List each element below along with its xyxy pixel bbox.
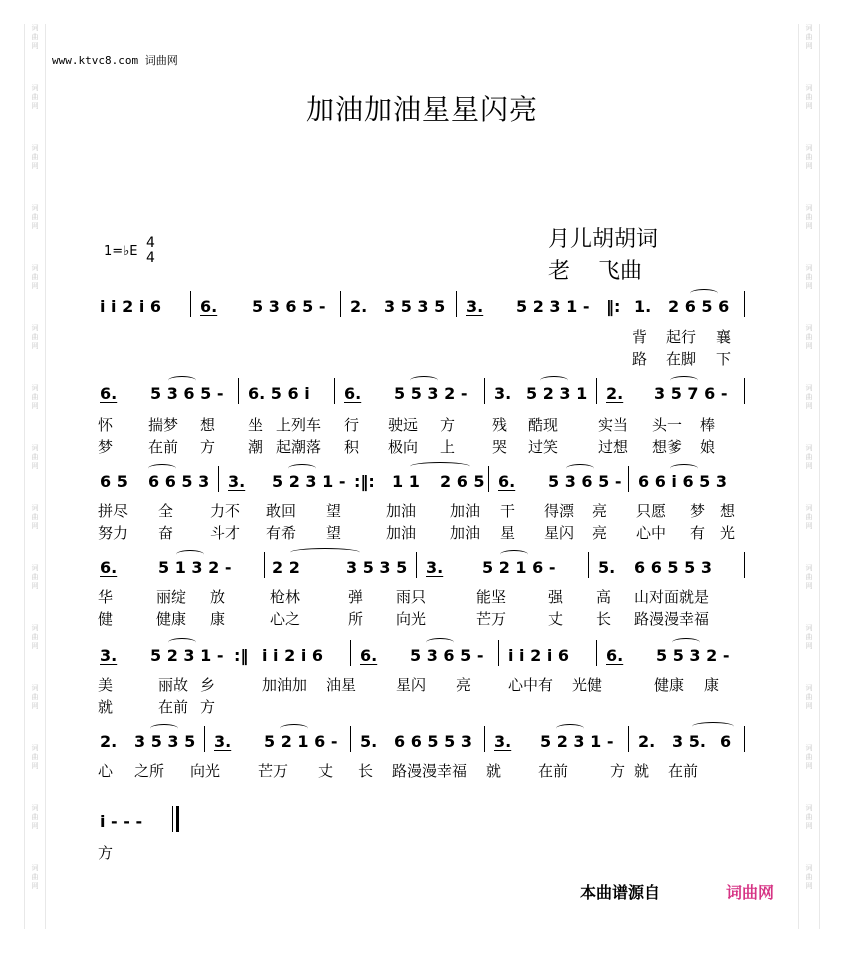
lyric-word: 油星 [326,676,357,694]
note-group: 3 5 3 5 [384,297,446,316]
watermark-text: 词 曲 网 [805,444,813,470]
final-barline [176,806,179,832]
lyric-word: 丽绽 [156,588,187,606]
note-group: 6 6 5 5 3 [634,558,712,577]
lyric-word: 向光 [190,762,221,780]
lyric-line [0,586,844,604]
note-group: 5 2 1 6 - [482,558,556,577]
note-group: 6. 5 6 i [248,384,310,403]
lyric-word: 心中有 [508,676,554,694]
note-group: 5 3 6 5 - [548,472,622,491]
note-group: 1 1 [392,472,420,491]
lyric-word: 加油加 [262,676,308,694]
barline [484,726,485,752]
note-group: 6 5 [100,472,128,491]
lyric-line [0,696,844,714]
lyric-word: 加油 [450,502,481,520]
lyric-word: 乡 [200,676,216,694]
lyric-word: 起潮落 [276,438,322,456]
tie-arc [150,724,178,733]
lyric-word: 方 [98,844,114,862]
lyric-word: 想 [200,416,216,434]
lyric-word: 背 [632,328,648,346]
lyric-word: 棒 [700,416,716,434]
lyric-word: 美 [98,676,114,694]
lyric-word: 康 [210,610,226,628]
lyric-word: 拼尽 [98,502,129,520]
watermark-text: 词 曲 网 [805,84,813,110]
lyric-word: 芒万 [476,610,507,628]
watermark-text: 词 曲 网 [805,384,813,410]
barline [172,806,173,832]
repeat-end: :‖ [234,646,249,665]
lyric-word: 高 [596,588,612,606]
note-group: 5 5 3 2 - [394,384,468,403]
lyric-word: 哭 [492,438,508,456]
barline [204,726,205,752]
repeat-sign: :‖: [354,472,375,491]
watermark-text: 词 曲 网 [805,24,813,50]
note-group: 3 5. [672,732,706,751]
lyric-word: 所 [348,610,364,628]
watermark-text: 词 曲 网 [31,264,39,290]
lyricist-credit: 月儿胡胡词 [548,227,659,252]
lyric-word: 路漫漫幸福 [392,762,468,780]
watermark-text: 词 曲 网 [31,504,39,530]
lyric-line [0,760,844,778]
composer-credit: 老 飞曲 [548,259,642,284]
lyric-word: 亮 [592,524,608,542]
watermark-text: 词 曲 网 [805,564,813,590]
lyric-word: 芒万 [258,762,289,780]
lyric-word: 上 [440,438,456,456]
song-title: 加油加油星星闪亮 [305,93,538,126]
lyric-word: 强 [548,588,564,606]
watermark-text: 词 曲 网 [31,864,39,890]
watermark-text: 词 曲 网 [31,444,39,470]
source-label: 本曲谱源自 [580,883,661,902]
lyric-word: 就 [634,762,650,780]
watermark-text: 词 曲 网 [31,204,39,230]
barline [498,640,499,666]
note-group: 2. [350,297,368,316]
lyric-word: 就 [98,698,114,716]
barline [628,466,629,492]
time-bottom: 4 [146,250,155,266]
lyric-word: 过笑 [528,438,559,456]
lyric-word: 有希 [266,524,297,542]
lyric-word: 斗才 [210,524,241,542]
lyric-word: 娘 [700,438,716,456]
barline [350,640,351,666]
tie-arc [566,464,594,473]
note-group: 6 6 i 6 5 3 [638,472,727,491]
watermark-text: 词 曲 网 [805,144,813,170]
lyric-word: 方 [610,762,626,780]
watermark-text: 词 曲 网 [31,24,39,50]
note-group: 5 2 3 1 - [516,297,590,316]
note-group: 2. [638,732,656,751]
lyric-word: 驶远 [388,416,419,434]
lyric-word: 在前 [538,762,569,780]
note-group: 2. [100,732,118,751]
time-top: 4 [146,235,155,251]
lyric-word: 弹 [348,588,364,606]
note-group: i i 2 i 6 [100,297,161,316]
note-group: 5 2 3 1 - [540,732,614,751]
note-group: 1. [634,297,652,316]
barline [456,291,457,317]
lyric-line [0,348,844,366]
lyric-word: 华 [98,588,114,606]
note-group: 2 6 5 6 [668,297,730,316]
tie-arc [168,376,196,385]
lyric-line [0,522,844,540]
lyric-word: 丈 [548,610,564,628]
barline [596,640,597,666]
lyric-word: 在脚 [666,350,697,368]
lyric-word: 揣梦 [148,416,179,434]
note-group: 5 3 6 5 - [410,646,484,665]
lyric-word: 行 [344,416,360,434]
site-url[interactable]: www.ktvc8.com 词曲网 [52,54,178,67]
barline [350,726,351,752]
lyric-word: 望 [326,524,342,542]
notation-row-7 [0,812,844,842]
tie-arc [288,464,316,473]
barline [190,291,191,317]
watermark-text: 词 曲 网 [805,204,813,230]
lyric-word: 潮 [248,438,264,456]
barline [484,378,485,404]
barline [596,378,597,404]
barline [588,552,589,578]
lyric-word: 想 [720,502,736,520]
note-group: 6. [100,384,118,403]
watermark-text: 词 曲 网 [805,864,813,890]
tie-arc [540,376,568,385]
note-group: 5. [598,558,616,577]
note-group: 5 2 3 1 [526,384,588,403]
note-group: 6. [606,646,624,665]
lyric-line [0,414,844,432]
note-group: 3. [494,384,512,403]
barline [744,726,745,752]
lyric-word: 加油 [450,524,481,542]
lyric-word: 梦 [98,438,114,456]
tie-arc [692,722,734,731]
barline [340,291,341,317]
lyric-word: 光健 [572,676,603,694]
notation-row-6 [0,732,844,762]
note-group: 2 2 [272,558,300,577]
watermark-text: 词 曲 网 [805,744,813,770]
watermark-text: 词 曲 网 [31,84,39,110]
lyric-word: 襄 [716,328,732,346]
notation-row-5 [0,646,844,676]
lyric-word: 山对面就是 [634,588,710,606]
note-group: i - - - [100,812,143,831]
lyric-word: 敢回 [266,502,297,520]
lyric-word: 健 [98,610,114,628]
lyric-word: 星闪 [544,524,575,542]
lyric-word: 残 [492,416,508,434]
lyric-word: 路 [632,350,648,368]
watermark-text: 词 曲 网 [31,324,39,350]
lyric-word: 光 [720,524,736,542]
lyric-word: 只愿 [636,502,667,520]
barline [744,552,745,578]
tie-arc [290,548,360,557]
time-signature [146,236,155,266]
lyric-word: 就 [486,762,502,780]
lyric-word: 康 [704,676,720,694]
key-signature: 1=♭E [104,244,138,259]
tie-arc [148,464,176,473]
note-group: 3. [100,646,118,665]
lyric-word: 方 [440,416,456,434]
watermark-text: 词 曲 网 [805,624,813,650]
watermark-text: 词 曲 网 [805,504,813,530]
lyric-word: 亮 [456,676,472,694]
note-group: 5 5 3 2 - [656,646,730,665]
note-group: 5 2 1 6 - [264,732,338,751]
note-group: 5 2 3 1 - [272,472,346,491]
lyric-word: 之所 [134,762,165,780]
notation-row-3 [0,472,844,502]
note-group: 5 1 3 2 - [158,558,232,577]
lyric-word: 健康 [156,610,187,628]
tie-arc [672,638,700,647]
lyric-word: 干 [500,502,516,520]
lyric-word: 怀 [98,416,114,434]
lyric-word: 加油 [386,524,417,542]
note-group: 3. [494,732,512,751]
note-group: i i 2 i 6 [262,646,323,665]
watermark-text: 词 曲 网 [31,744,39,770]
barline [744,378,745,404]
lyric-word: 路漫漫幸福 [634,610,710,628]
lyric-word: 长 [358,762,374,780]
lyric-word: 向光 [396,610,427,628]
lyric-word: 心之 [270,610,301,628]
lyric-word: 有 [690,524,706,542]
lyric-word: 力不 [210,502,241,520]
lyric-word: 努力 [98,524,129,542]
note-group: 3. [228,472,246,491]
lyric-word: 实当 [598,416,629,434]
lyric-line [0,500,844,518]
lyric-word: 在前 [148,438,179,456]
barline [218,466,219,492]
tie-arc [410,376,438,385]
note-group: 5 3 6 5 - [252,297,326,316]
tie-arc [500,550,528,559]
barline [416,552,417,578]
notation-row-2 [0,384,844,414]
lyric-word: 心中 [636,524,667,542]
tie-arc [670,464,698,473]
watermark-text: 词 曲 网 [31,804,39,830]
barline [628,726,629,752]
tie-arc [168,638,196,647]
lyric-word: 起行 [666,328,697,346]
lyric-word: 健康 [654,676,685,694]
lyric-word: 下 [716,350,732,368]
note-group: 3 5 3 5 [346,558,408,577]
lyric-word: 长 [596,610,612,628]
note-group: 6. [498,472,516,491]
watermark-text: 词 曲 网 [805,324,813,350]
note-group: 6. [200,297,218,316]
barline [334,378,335,404]
note-group: 3 5 7 6 - [654,384,728,403]
barline [488,466,489,492]
lyric-word: 在前 [158,698,189,716]
lyric-word: 加油 [386,502,417,520]
note-group: 6 6 5 5 3 [394,732,472,751]
lyric-word: 酷现 [528,416,559,434]
tie-arc [426,638,454,647]
lyric-word: 能坚 [476,588,507,606]
lyric-word: 梦 [690,502,706,520]
watermark-text: 词 曲 网 [31,144,39,170]
note-group: i i 2 i 6 [508,646,569,665]
lyric-word: 丈 [318,762,334,780]
note-group: 6 6 5 3 [148,472,210,491]
tie-arc [280,724,308,733]
note-group: 5. [360,732,378,751]
watermark-text: 词 曲 网 [31,384,39,410]
barline [744,291,745,317]
note-group: 3. [426,558,444,577]
watermark-text: 词 曲 网 [805,804,813,830]
lyric-line [0,674,844,692]
watermark-text: 词 曲 网 [31,684,39,710]
tie-arc [670,376,698,385]
watermark-text: 词 曲 网 [31,624,39,650]
lyric-word: 坐 [248,416,264,434]
lyric-word: 亮 [592,502,608,520]
lyric-word: 上列车 [276,416,322,434]
barline [238,378,239,404]
lyric-word: 奋 [158,524,174,542]
source-site-link[interactable]: 词曲网 [726,883,775,902]
lyric-word: 方 [200,438,216,456]
watermark-text: 词 曲 网 [805,684,813,710]
tie-arc [690,289,718,298]
lyric-word: 雨只 [396,588,427,606]
watermark-text: 词 曲 网 [31,564,39,590]
note-group: 5 2 3 1 - [150,646,224,665]
lyric-line [0,436,844,454]
lyric-word: 头一 [652,416,683,434]
notation-row-4 [0,558,844,588]
barline [264,552,265,578]
lyric-word: 放 [210,588,226,606]
lyric-word: 丽故 [158,676,189,694]
note-group: 3. [466,297,484,316]
lyric-word: 星闪 [396,676,427,694]
note-group: 3 5 3 5 [134,732,196,751]
lyric-line [0,608,844,626]
lyric-line [0,842,844,860]
note-group: 2 6 5 [440,472,485,491]
lyric-word: 心 [98,762,114,780]
lyric-word: 过想 [598,438,629,456]
tie-arc [176,550,204,559]
notation-row-1 [0,297,844,327]
lyric-word: 积 [344,438,360,456]
tie-arc [556,724,584,733]
lyric-word: 全 [158,502,174,520]
lyric-word: 星 [500,524,516,542]
note-group: 2. [606,384,624,403]
watermark-text: 词 曲 网 [805,264,813,290]
note-group: 6. [360,646,378,665]
lyric-word: 得漂 [544,502,575,520]
tie-arc [410,462,470,471]
lyric-word: 枪林 [270,588,301,606]
note-group: 6. [100,558,118,577]
lyric-word: 方 [200,698,216,716]
lyric-word: 在前 [668,762,699,780]
note-group: 5 3 6 5 - [150,384,224,403]
lyric-line [0,326,844,344]
note-group: 6 [720,732,732,751]
repeat-start: ‖: [606,297,621,316]
lyric-word: 想爹 [652,438,683,456]
note-group: 3. [214,732,232,751]
lyric-word: 望 [326,502,342,520]
lyric-word: 极向 [388,438,419,456]
note-group: 6. [344,384,362,403]
